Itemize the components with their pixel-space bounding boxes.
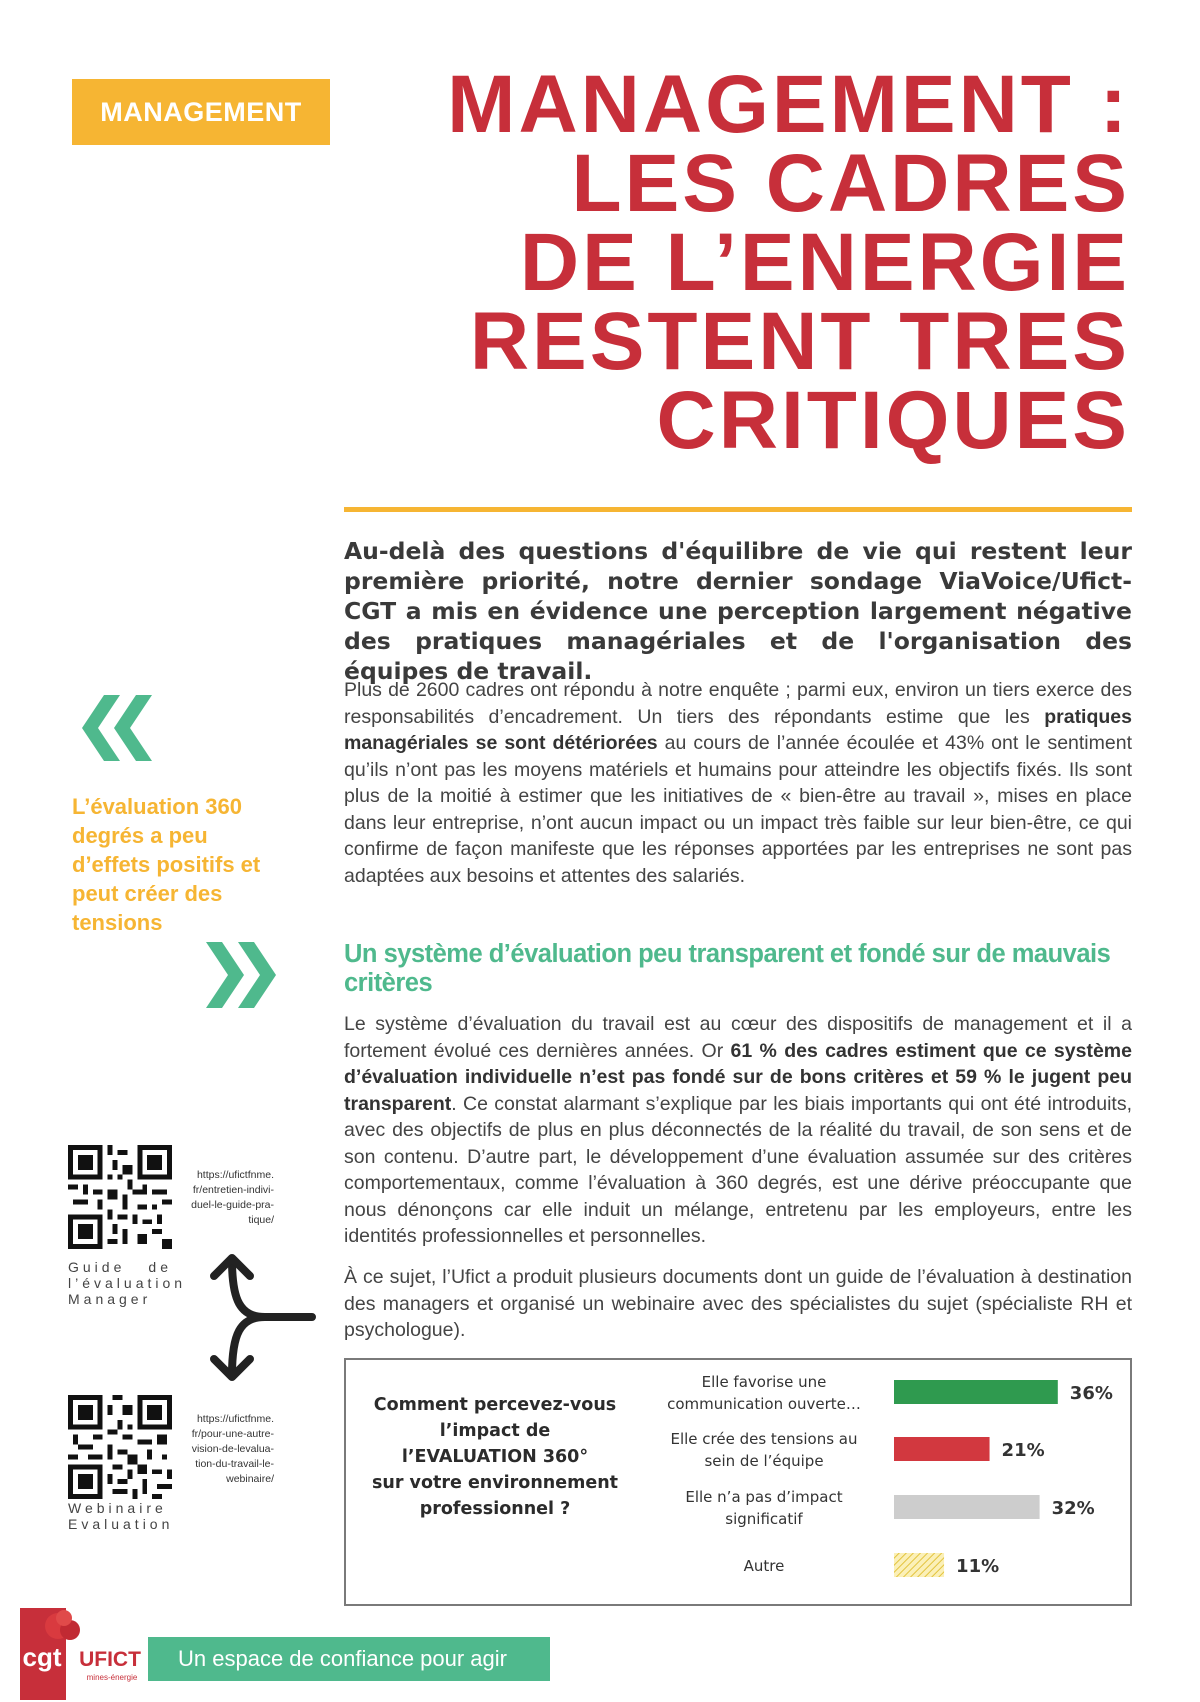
- paragraph-emphasis: 61 % des cadres estiment que ce système d’évaluation individuelle n’est pas fondé sur de bons critères et 59 % le jugent peu transparent: [344, 1039, 1132, 1115]
- url-line: tion-du-travail-le-: [195, 1458, 274, 1470]
- bar: [894, 1495, 1040, 1519]
- body-paragraph-2: [344, 1011, 1132, 1250]
- chart-title-line: l’EVALUATION 360°: [401, 1447, 589, 1467]
- page-title: [350, 59, 1130, 466]
- url-line: tique/: [248, 1214, 274, 1226]
- value-label: 36%: [1069, 1383, 1113, 1404]
- close-quote-icon: [198, 940, 280, 1010]
- bar: [894, 1553, 944, 1577]
- bar-chart: [344, 1358, 1128, 1602]
- paragraph-text: Plus de 2600 cadres ont répondu à notre enquête ; parmi eux, environ un tiers exerce des responsabilités d’encadrement. Un tiers des répondants estime que les: [344, 679, 1132, 728]
- category-label: communication ouverte…: [667, 1395, 861, 1413]
- url-line: webinaire/: [226, 1473, 274, 1485]
- category-label: Autre: [743, 1557, 785, 1575]
- value-label: 21%: [1001, 1440, 1045, 1461]
- chart-title-line: professionnel ?: [419, 1499, 571, 1519]
- bar: [894, 1380, 1058, 1404]
- title-line: LES CADRES: [571, 138, 1130, 229]
- lead-paragraph: Au-delà des questions d'équilibre de vie qui restent leur première priorité, notre dernier sondage ViaVoice/Ufict-CGT a mis en évidence une perception largement négative des pratiques managériales et de l'organisation des équipes de travail.: [344, 537, 1132, 685]
- split-arrows-icon: [190, 1250, 320, 1385]
- logo-cgt-text: cgt: [22, 1642, 62, 1672]
- qr-url-guide[interactable]: [178, 1168, 274, 1228]
- open-quote-icon: [78, 693, 160, 763]
- caption-line: Manager: [68, 1291, 152, 1307]
- category-label: Elle favorise une: [701, 1373, 827, 1391]
- url-line: fr/entretien-indivi-: [192, 1184, 274, 1196]
- chart-title-line: l’impact de: [439, 1421, 551, 1441]
- caption-line: Webinaire: [68, 1500, 167, 1516]
- pull-quote: L’évaluation 360 degrés a peu d’effets positifs et peut créer des tensions: [72, 794, 261, 935]
- title-divider: [344, 507, 1132, 512]
- body-paragraph-1: [344, 677, 1132, 889]
- qr-caption-guide: [68, 1259, 187, 1307]
- qr-caption-webinaire: [68, 1500, 172, 1532]
- chart-title-line: Comment percevez-vous: [373, 1395, 617, 1415]
- url-line: https://ufictfnme.: [196, 1169, 274, 1181]
- logo-sub-text: mines-énergie: [86, 1673, 138, 1682]
- value-label: 11%: [956, 1556, 1000, 1577]
- chart-title-line: sur votre environnement: [371, 1473, 619, 1493]
- paragraph-text: au cours de l’année écoulée et 43% ont le sentiment qu’ils n’ont pas les moyens matériels et humains pour atteindre les objectifs fixés. Ils sont plus de la moitié à estimer que les initiatives de « bien-être au travail », mises en place dans leur entreprise, n’ont aucun impact ou un impact très faible sur leur bien-être, ce qui confirme de façon manifeste que les réponses apportées par les entreprises ne sont pas adaptées aux besoins et attentes des salariés.: [344, 732, 1132, 887]
- category-label: significatif: [725, 1510, 803, 1528]
- title-line: MANAGEMENT :: [447, 59, 1130, 150]
- footer-slogan: Un espace de confiance pour agir: [148, 1637, 550, 1681]
- url-line: fr/pour-une-autre-: [191, 1428, 274, 1440]
- qr-code-guide[interactable]: [68, 1145, 172, 1249]
- logo-ufict-text: UFICT: [79, 1648, 141, 1671]
- bar: [894, 1437, 990, 1461]
- url-line: https://ufictfnme.: [196, 1413, 274, 1425]
- qr-code-webinaire[interactable]: [68, 1395, 172, 1499]
- paragraph-text: . Ce constat alarmant s’explique par les biais importants qui ont été introduits, avec des objectifs de plus en plus déconnectés de la réalité du travail, de son sens et de son contenu. D’autre part, le développement d’une évaluation assumée sur des critères comportementaux, comme l’évaluation à 360 degrés, est une dérive préoccupante que nous dénonçons car elle induit un mélange, entretenu par les employeurs, entre les identités professionnelles et personnelles.: [344, 1092, 1132, 1247]
- url-line: duel-le-guide-pra-: [191, 1199, 274, 1211]
- category-label: Elle crée des tensions au: [670, 1430, 858, 1448]
- title-line: CRITIQUES: [656, 375, 1130, 466]
- paragraph-emphasis: pratiques managériales se sont détériorées: [344, 705, 1132, 754]
- category-label: sein de l’équipe: [704, 1452, 824, 1470]
- value-label: 32%: [1051, 1498, 1095, 1519]
- paragraph-text: Le système d’évaluation du travail est au cœur des dispositifs de management et il a fortement évolué ces dernières années. Or: [344, 1013, 1132, 1062]
- section-tag: MANAGEMENT: [72, 79, 330, 145]
- section-subheading: Un système d’évaluation peu transparent et fondé sur de mauvais critères: [344, 940, 1111, 997]
- body-paragraph-3: À ce sujet, l’Ufict a produit plusieurs documents dont un guide de l’évaluation à destination des managers et organisé un webinaire avec des spécialistes du sujet (spécialiste RH et psychologue).: [344, 1266, 1132, 1341]
- qr-url-webinaire[interactable]: [178, 1412, 274, 1487]
- cgt-ufict-logo: [20, 1608, 150, 1700]
- caption-line: Guide de: [68, 1259, 172, 1275]
- url-line: vision-de-levalua-: [191, 1443, 274, 1455]
- caption-line: Evaluation: [68, 1516, 174, 1532]
- category-label: Elle n’a pas d’impact: [685, 1488, 843, 1506]
- title-line: RESTENT TRES: [469, 296, 1130, 387]
- caption-line: l’évaluation: [68, 1275, 187, 1291]
- title-line: DE L’ENERGIE: [519, 217, 1130, 308]
